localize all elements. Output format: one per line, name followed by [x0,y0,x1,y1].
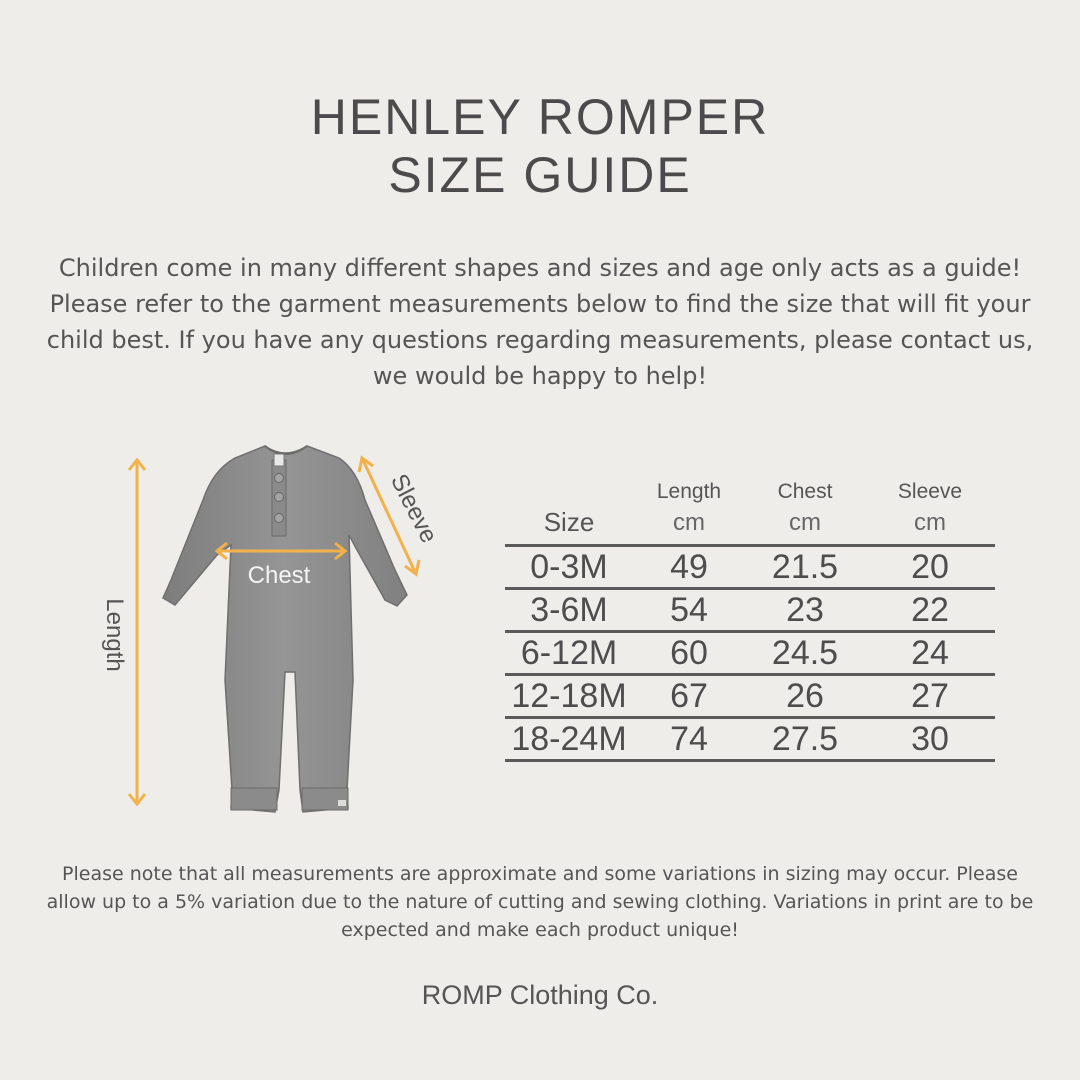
table-header-row [505,476,995,546]
table-row [505,675,995,718]
cell-size: 0-3M [530,548,608,586]
chest-label: Chest [247,562,311,589]
title-line-2: SIZE GUIDE [388,147,692,203]
cell-length: 67 [670,677,708,715]
table-row [505,632,995,675]
cell-size: 6-12M [520,634,618,672]
size-table [505,476,995,762]
cell-length: 49 [670,548,708,586]
table-row [505,589,995,632]
cell-length: 60 [670,634,708,672]
cell-chest: 23 [786,591,824,629]
cell-sleeve: 22 [911,591,949,629]
header-size: Size [543,507,595,537]
cell-sleeve: 20 [911,548,949,586]
cell-chest: 26 [786,677,824,715]
cell-sleeve: 30 [911,720,949,758]
sleeve-label: Sleeve [384,469,443,548]
cell-size: 18-24M [511,720,627,758]
cell-sleeve: 24 [911,634,949,672]
cell-size: 3-6M [530,591,608,629]
table-row [505,718,995,761]
header-chest: Chest cm [777,480,833,536]
title-line-1: HENLEY ROMPER [310,89,770,145]
length-arrow [129,460,145,804]
cell-chest: 27.5 [771,720,839,758]
cell-length: 54 [670,591,708,629]
header-length: Length cm [656,480,722,536]
brand-name: ROMP Clothing Co. [421,980,659,1010]
romper-diagram [95,440,455,830]
cell-chest: 24.5 [771,634,839,672]
romper-illustration [95,440,455,830]
cell-chest: 21.5 [771,548,839,586]
table-row [505,546,995,589]
cell-sleeve: 27 [911,677,949,715]
page-title [0,88,1080,204]
length-label: Length [101,598,128,672]
cell-length: 74 [670,720,708,758]
header-sleeve: Sleeve cm [897,480,963,536]
intro-paragraph: Children come in many different shapes and sizes and age only acts as a guide! Please refer to the garment measurements below to find the size that will fit your child best. If you have any questions regarding measurements, please contact us, we would be happy to help! [46,254,1034,390]
disclaimer-note: Please note that all measurements are approximate and some variations in sizing may occur. Please allow up to a 5% variation due to the nature of cutting and sewing clothing. Variations in print are to be expected and make each product unique! [46,863,1034,941]
cell-size: 12-18M [511,677,627,715]
